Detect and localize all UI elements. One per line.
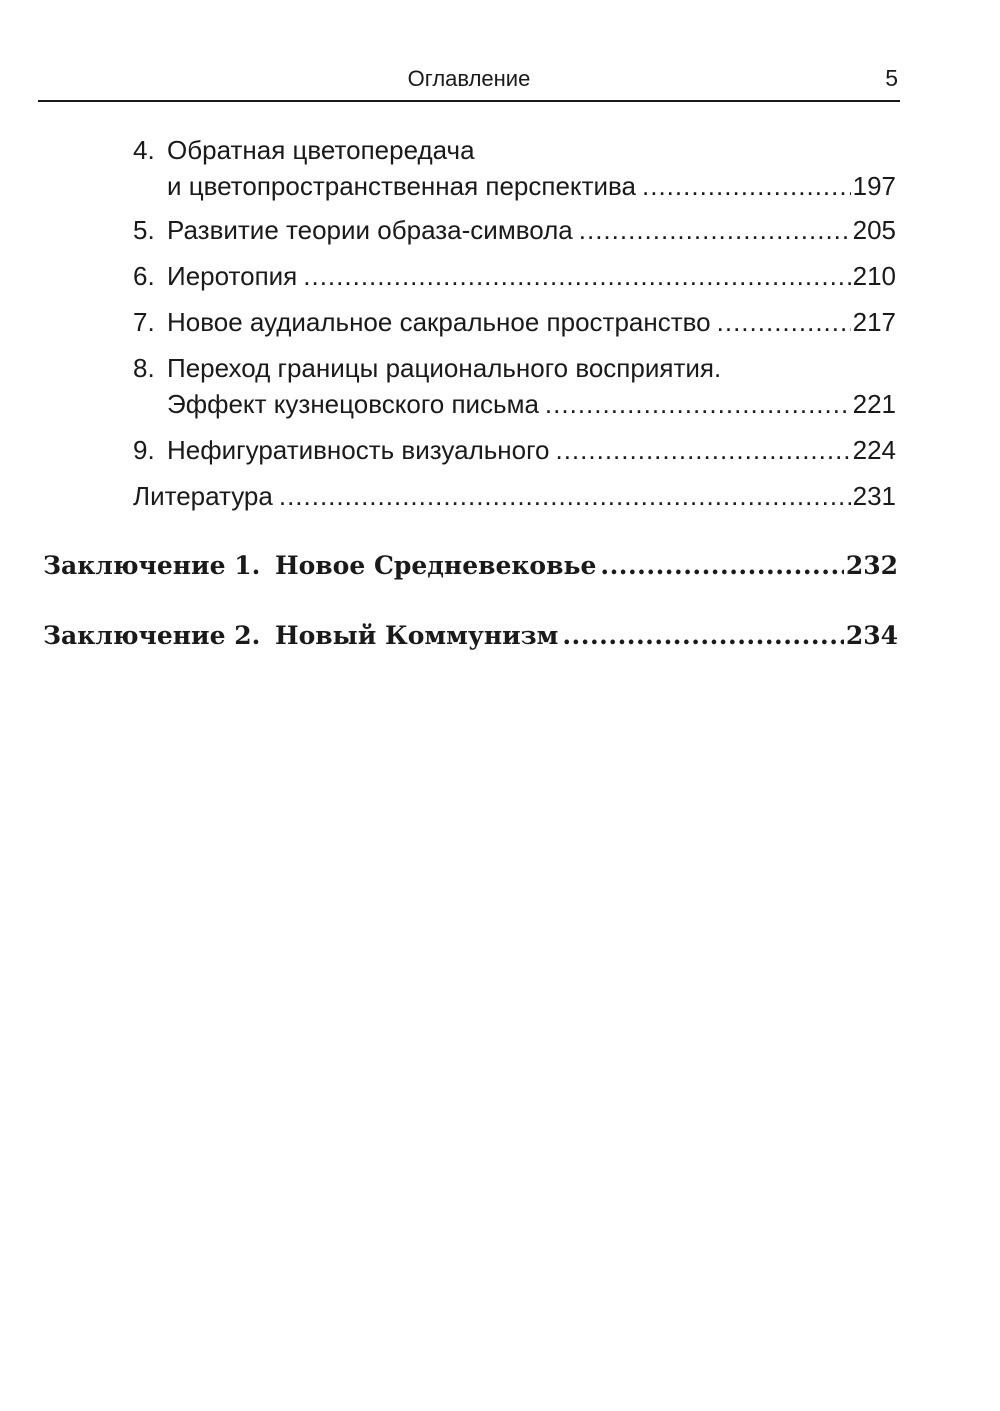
- leader-dots: [555, 432, 850, 468]
- leader-dots: [600, 548, 843, 584]
- entry-title: Нефигуративность визуального: [167, 435, 550, 465]
- entry-title-line2: Эффект кузнецовского письма: [167, 389, 539, 419]
- conclusion-title: Новое Средневековье: [275, 551, 597, 580]
- entry-title-line2: и цветопространственная перспектива: [167, 171, 637, 201]
- entry-page: 217: [852, 307, 896, 337]
- entry-page: 224: [852, 435, 896, 465]
- toc-entry-conclusion-1[interactable]: [43, 548, 898, 584]
- entry-page: 210: [852, 261, 896, 291]
- conclusion-title: Новый Коммунизм: [275, 621, 559, 650]
- toc-entry-5[interactable]: [133, 212, 896, 248]
- entry-title-line1: Обратная цветопередача: [167, 135, 475, 165]
- entry-title: Иеротопия: [167, 261, 298, 291]
- leader-dots: [279, 478, 851, 514]
- entry-page: 205: [852, 215, 896, 245]
- entry-page: 197: [852, 171, 896, 201]
- toc-entry-8[interactable]: [133, 350, 896, 422]
- entry-number: 8.: [133, 353, 155, 383]
- entry-page: 231: [852, 481, 896, 511]
- toc-entry-9[interactable]: [133, 432, 896, 468]
- toc-entry-4[interactable]: [133, 132, 896, 204]
- entry-number: 6.: [133, 261, 155, 291]
- conclusion-page: 234: [845, 621, 898, 650]
- toc-entry-literature[interactable]: [133, 478, 896, 514]
- conclusion-page: 232: [845, 551, 898, 580]
- leader-dots: [642, 168, 851, 204]
- entry-title: Литература: [133, 481, 273, 511]
- entry-number: 4.: [133, 135, 155, 165]
- leader-dots: [717, 304, 851, 340]
- conclusion-label: Заключение 1.: [43, 551, 261, 580]
- running-header: [38, 62, 900, 102]
- toc-entry-7[interactable]: [133, 304, 896, 340]
- entry-page: 221: [852, 389, 896, 419]
- entry-title-line1: Переход границы рационального восприятия.: [167, 353, 722, 383]
- conclusion-label: Заключение 2.: [43, 621, 261, 650]
- toc-entry-conclusion-2[interactable]: [43, 618, 898, 654]
- leader-dots: [562, 618, 843, 654]
- leader-dots: [545, 386, 851, 422]
- toc-entry-6[interactable]: [133, 258, 896, 294]
- entry-title: Развитие теории образа-символа: [167, 215, 573, 245]
- header-title: Оглавление: [407, 66, 531, 91]
- leader-dots: [579, 212, 851, 248]
- entry-title: Новое аудиальное сакральное пространство: [167, 307, 711, 337]
- leader-dots: [303, 258, 850, 294]
- entry-number: 7.: [133, 307, 155, 337]
- entry-number: 5.: [133, 215, 155, 245]
- header-page-number: 5: [885, 65, 898, 91]
- entry-number: 9.: [133, 435, 155, 465]
